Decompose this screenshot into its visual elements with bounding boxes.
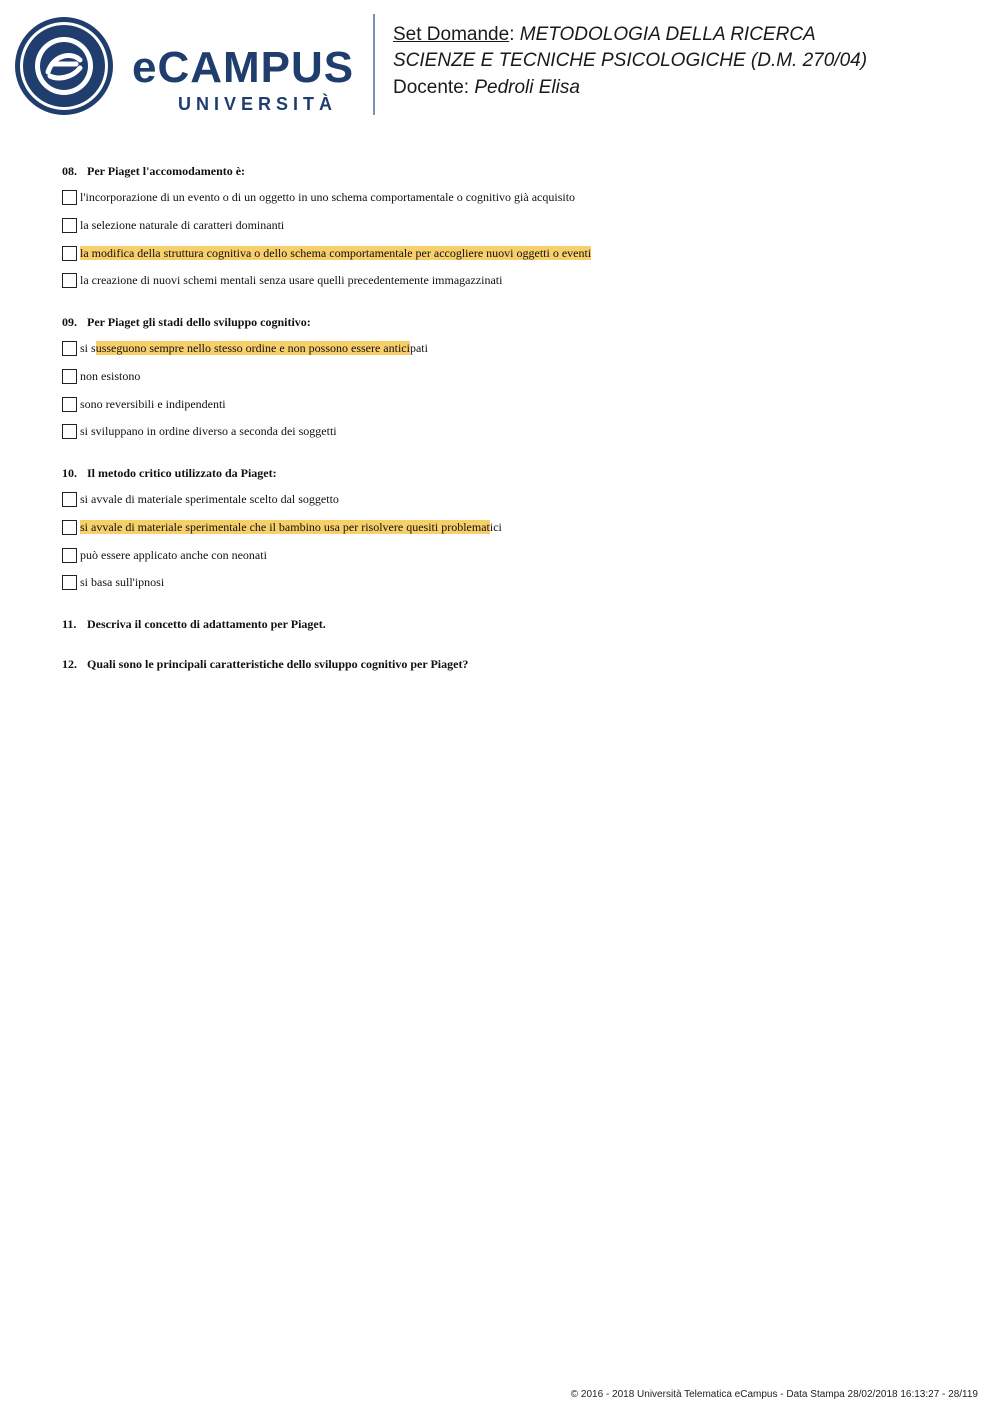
answer-text: la creazione di nuovi schemi mentali senza usare quelli precedentemente immagazzinati (80, 273, 503, 287)
header-divider (373, 14, 375, 115)
question-text: Il metodo critico utilizzato da Piaget: (87, 466, 277, 480)
answer-checkbox[interactable] (62, 492, 77, 507)
answer-option[interactable] (62, 217, 284, 233)
answer-text: può essere applicato anche con neonati (80, 548, 267, 562)
page-footer: © 2016 - 2018 Università Telematica eCampus - Data Stampa 28/02/2018 16:13:27 - 28/119 (570, 1389, 978, 1400)
question-number: 08. (62, 164, 77, 178)
answer-text: non esistono (80, 369, 141, 383)
question-text: Quali sono le principali caratteristiche dello sviluppo cognitivo per Piaget? (87, 657, 469, 671)
question-number: 11. (62, 617, 77, 631)
question-text: Per Piaget gli stadi dello sviluppo cognitivo: (87, 315, 311, 329)
question-number: 10. (62, 466, 77, 480)
degree-line (393, 49, 867, 73)
answer-text: la selezione naturale di caratteri dominanti (80, 218, 285, 232)
teacher-label: Docente: (393, 77, 475, 98)
teacher-line (393, 76, 580, 100)
answer-checkbox[interactable] (62, 273, 77, 288)
answer-option[interactable] (62, 340, 428, 356)
question-12 (62, 657, 468, 672)
question-11 (62, 617, 326, 632)
answer-option[interactable] (62, 423, 337, 439)
logo-subtitle: UNIVERSITÀ (178, 94, 338, 114)
answer-text: si susseguono sempre nello stesso ordine e non possono essere anticipati (80, 341, 428, 355)
ecampus-logo (14, 16, 359, 116)
set-label: Set Domande (393, 24, 510, 45)
answer-text: si avvale di materiale sperimentale che il bambino usa per risolvere quesiti problematici (80, 520, 502, 534)
answer-highlight: la modifica della struttura cognitiva o dello schema comportamentale per accogliere nuovi oggetti o eventi (80, 246, 592, 260)
answer-option[interactable] (62, 574, 164, 590)
answer-highlight: si avvale di materiale sperimentale che il bambino usa per risolvere quesiti problemat (80, 520, 490, 534)
question-10 (62, 466, 277, 481)
degree-name: SCIENZE E TECNICHE PSICOLOGICHE (D.M. 270/04) (393, 50, 868, 71)
answer-text (80, 245, 591, 261)
logo-wordmark: eCAMPUS (132, 43, 355, 92)
answer-option[interactable] (62, 245, 591, 261)
answer-checkbox[interactable] (62, 246, 77, 261)
answer-text: si basa sull'ipnosi (80, 575, 165, 589)
answer-checkbox[interactable] (62, 218, 77, 233)
answer-option[interactable] (62, 547, 267, 563)
question-text: Per Piaget l'accomodamento è: (87, 164, 246, 178)
course-name: METODOLOGIA DELLA RICERCA (519, 24, 816, 45)
question-number: 09. (62, 315, 77, 329)
answer-checkbox[interactable] (62, 548, 77, 563)
question-number: 12. (62, 657, 77, 671)
question-09 (62, 315, 311, 330)
question-08 (62, 164, 245, 179)
question-text: Descriva il concetto di adattamento per Piaget. (87, 617, 326, 631)
answer-checkbox[interactable] (62, 369, 77, 384)
set-separator: : (509, 24, 520, 45)
answer-text: l'incorporazione di un evento o di un oggetto in uno schema comportamentale o cognitivo già acquisito (80, 190, 576, 204)
answer-option[interactable] (62, 368, 140, 384)
answer-text: si sviluppano in ordine diverso a seconda dei soggetti (80, 424, 337, 438)
answer-option[interactable] (62, 491, 339, 507)
university-seal-icon (14, 16, 114, 116)
answer-checkbox[interactable] (62, 341, 77, 356)
answer-checkbox[interactable] (62, 520, 77, 535)
answer-option[interactable] (62, 396, 226, 412)
answer-highlight: usseguono sempre nello stesso ordine e non possono essere antici (95, 341, 410, 355)
answer-option[interactable] (62, 272, 502, 288)
teacher-name: Pedroli Elisa (474, 77, 580, 98)
answer-text: sono reversibili e indipendenti (80, 397, 226, 411)
answer-checkbox[interactable] (62, 397, 77, 412)
answer-checkbox[interactable] (62, 424, 77, 439)
answer-option[interactable] (62, 519, 502, 535)
set-title (393, 23, 816, 47)
answer-option[interactable] (62, 189, 575, 205)
answer-checkbox[interactable] (62, 575, 77, 590)
answer-text: si avvale di materiale sperimentale scelto dal soggetto (80, 492, 339, 506)
answer-checkbox[interactable] (62, 190, 77, 205)
